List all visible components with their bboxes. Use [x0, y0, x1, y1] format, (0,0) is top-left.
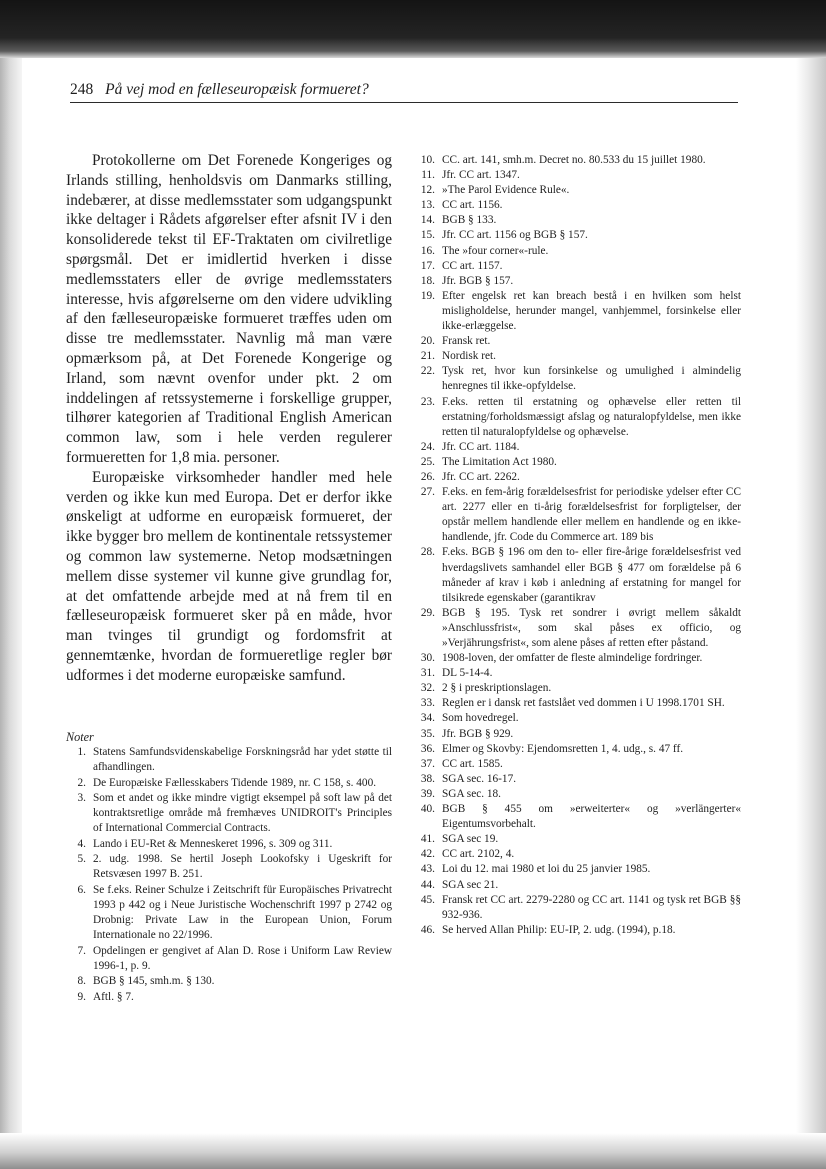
footnote-text: DL 5-14-4.: [442, 667, 493, 680]
footnote: [417, 153, 741, 168]
footnote: [417, 455, 741, 470]
footnote-number: 24.: [420, 440, 435, 453]
footnote-number: 11.: [421, 169, 435, 182]
footnote-number: 45.: [420, 893, 435, 906]
footnote-number: 17.: [420, 259, 435, 272]
footnote-text: CC. art. 141, smh.m. Decret no. 80.533 du 15 juillet 1980.: [442, 154, 706, 166]
footnote: [417, 545, 741, 605]
footnote-text: Reglen er i dansk ret fastslået ved dommen i U 1998.1701 SH.: [442, 697, 725, 710]
footnote-number: 12.: [420, 184, 435, 197]
footnote-number: 19.: [420, 289, 435, 302]
footnote-number: 6.: [77, 883, 86, 896]
footnote-text: SGA sec. 16-17.: [442, 772, 517, 785]
footnote: [417, 772, 741, 787]
footnote-text: SGA sec 21.: [442, 878, 499, 891]
page-number: 248: [70, 81, 94, 98]
footnote: [417, 923, 741, 938]
footnote-number: 33.: [420, 697, 435, 710]
footnote: [417, 259, 741, 274]
footnote-number: 23.: [420, 395, 435, 408]
footnote: [417, 334, 741, 349]
footnote-text: BGB § 145, smh.m. § 130.: [93, 975, 215, 988]
footnote: [417, 681, 741, 696]
footnote-text: Se f.eks. Reiner Schulze i Zeitschrift für Europäisches Privatrecht 1993 p 442 og i Neue Juristische Wochenschrift 1997 p 2742 og Drobnig: Private Law in the European Union, Forum Internationale no 22/1996.: [93, 883, 392, 942]
footnote-text: Fransk ret.: [442, 335, 491, 348]
footnote-number: 34.: [420, 712, 435, 725]
footnote: [417, 802, 741, 832]
footnote-text: Jfr. CC art. 1347.: [442, 169, 520, 182]
footnote: [417, 244, 741, 259]
footnote-text: Jfr. CC art. 2262.: [442, 470, 520, 483]
footnote-number: 41.: [420, 833, 435, 846]
footnote-number: 10.: [420, 154, 435, 166]
footnote-text: Jfr. CC art. 1156 og BGB § 157.: [442, 229, 588, 242]
body-paragraph: Europæiske virksomheder handler med hele verden og ikke kun med Europa. Det er derfor ikke ønskeligt at udforme en europæisk formueret, der ikke bygger bro mellem de kontinentale retssystemer og common law systemerne. Netop modsætningen mellem disse systemer vil kunne give grundlag for, at det omfattende arbejde med at nå frem til en fælleseuropæisk formueret sker på en måde, hvor man tvinges til grundigt og fordomsfrit at gennemtænke, hvordan de formueretlige regler bør udformes i det moderne europæiske samfund.: [66, 468, 392, 684]
body-paragraph: Protokollerne om Det Forenede Kongeriges og Irlands stilling, henholdsvis om Danmarks stilling, indebærer, at disse medlemsstater som udgangspunkt ikke deltager i Rådets afgørelser efter afsnit IV i den konsoliderede tekst til EF-Traktaten om civilretlige spørgsmål. Det er imidlertid hverken i disse medlemsstaters eller de øvrige medlemsstaters interesse, hvis afgørelserne om den videre udvikling af den fælleseuropæiske formueret træffes uden om disse tre medlemsstater. Navnlig må man være opmærksom på, at Det Forenede Kongerige og Irland, som nævnt ovenfor under pkt. 2 om inddelingen af retssystemerne i forskellige grupper, tilhører kategorien af Traditional English American common law, som i hele verden regulerer formueretten for 1,8 mia. personer.: [66, 152, 392, 466]
footnote-text: De Europæiske Fællesskabers Tidende 1989, nr. C 158, s. 400.: [93, 776, 377, 789]
footnote-text: Fransk ret CC art. 2279-2280 og CC art. 1141 og tysk ret BGB §§ 932-936.: [442, 893, 741, 921]
footnote: [417, 470, 741, 485]
footnote: [66, 852, 392, 883]
footnote-text: Jfr. CC art. 1184.: [442, 440, 520, 453]
footnote: [417, 440, 741, 455]
footnote-number: 38.: [420, 772, 435, 785]
footnote-number: 44.: [420, 878, 435, 891]
footnote-number: 37.: [420, 757, 435, 770]
footnote: [417, 228, 741, 243]
footnote-text: CC art. 1156.: [442, 199, 503, 212]
footnote-number: 1.: [77, 745, 86, 758]
footnote: [417, 727, 741, 742]
footnote-number: 36.: [420, 742, 435, 755]
scan-bottom-edge: [0, 1133, 826, 1169]
footnote-text: Som et andet og ikke mindre vigtigt eksempel på soft law på det kontraktsretlige område må fremhæves UNIDROIT's Principles of International Commercial Contracts.: [93, 791, 392, 835]
footnote: [66, 944, 392, 975]
footnote-number: 22.: [420, 365, 435, 378]
footnote-text: 2. udg. 1998. Se hertil Joseph Lookofsky i Ugeskrift for Retsvæsen 1997 B. 251.: [93, 853, 392, 881]
footnote-number: 43.: [420, 863, 435, 876]
footnote-number: 29.: [420, 606, 435, 619]
footnote-text: F.eks. retten til erstatning og ophævelse eller retten til erstatning/forholdsmæssigt afslag og naturalopfyldelse, men ikke retten til naturalopfyldelse og ophævelse.: [442, 395, 741, 438]
footnote-text: The »four corner«-rule.: [442, 244, 549, 257]
scan-right-edge: [796, 0, 826, 1169]
footnote-number: 30.: [420, 652, 435, 665]
notes-list-right: [417, 153, 741, 938]
footnote-text: F.eks. BGB § 196 om den to- eller fire-årige forældelsesfrist ved hverdagslivets samhandel eller BGB § 477 om forældelse på 6 måneder af krav i køb i anledning af erstatning for mangel for tilsikrede egenskaber (garantikrav: [442, 546, 741, 604]
footnote-text: Tysk ret, hvor kun forsinkelse og umulighed i almindelig henregnes til ikke-opfyldelse.: [442, 365, 741, 393]
footnote: [417, 485, 741, 545]
running-title: På vej mod en fælleseuropæisk formueret?: [105, 81, 369, 98]
footnote: [417, 274, 741, 289]
footnote: [417, 364, 741, 394]
footnote-number: 21.: [420, 350, 435, 363]
footnote-number: 26.: [420, 470, 435, 483]
footnote: [417, 878, 741, 893]
footnote: [417, 213, 741, 228]
footnote-text: Som hovedregel.: [442, 712, 519, 725]
footnote-text: »The Parol Evidence Rule«.: [442, 184, 570, 197]
footnote-text: The Limitation Act 1980.: [442, 455, 557, 468]
footnote: [417, 742, 741, 757]
footnote: [66, 791, 392, 837]
footnote-number: 15.: [420, 229, 435, 242]
notes-list-left: [66, 745, 392, 1005]
footnote-number: 40.: [420, 803, 435, 816]
footnote-number: 5.: [77, 853, 86, 865]
footnote-number: 31.: [420, 667, 435, 680]
footnote-number: 16.: [420, 244, 435, 257]
footnote-number: 27.: [420, 486, 435, 499]
footnote-number: 20.: [420, 335, 435, 348]
footnote-text: Statens Samfundsvidenskabelige Forskningsråd har ydet støtte til afhandlingen.: [93, 745, 392, 774]
footnote: [66, 745, 392, 776]
footnote-number: 3.: [77, 791, 86, 804]
footnote: [66, 990, 392, 1005]
footnote-text: Jfr. BGB § 157.: [442, 274, 514, 287]
notes-heading: Noter: [66, 729, 94, 744]
footnote: [417, 847, 741, 862]
footnote-text: Opdelingen er gengivet af Alan D. Rose i Uniform Law Review 1996-1, p. 9.: [93, 944, 392, 973]
footnote-text: BGB § 133.: [442, 214, 497, 227]
footnote-number: 35.: [420, 727, 435, 740]
footnote: [417, 787, 741, 802]
footnote: [417, 606, 741, 651]
footnote-text: 1908-loven, der omfatter de fleste almindelige fordringer.: [442, 652, 703, 665]
footnote-text: Aftl. § 7.: [93, 990, 134, 1003]
footnote-number: 18.: [420, 274, 435, 287]
footnote-number: 9.: [77, 990, 86, 1003]
footnote-text: Se herved Allan Philip: EU-IP, 2. udg. (1994), p.18.: [442, 923, 676, 936]
footnote: [66, 974, 392, 989]
footnote: [417, 862, 741, 877]
footnote-text: SGA sec 19.: [442, 833, 499, 846]
footnote-text: CC art. 1157.: [442, 259, 503, 272]
footnote-number: 39.: [420, 787, 435, 800]
footnote: [417, 832, 741, 847]
footnote-text: Loi du 12. mai 1980 et loi du 25 janvier 1985.: [442, 863, 651, 876]
footnote: [66, 837, 392, 852]
footnote-number: 7.: [77, 944, 86, 957]
footnote-text: Lando i EU-Ret & Menneskeret 1996, s. 309 og 311.: [93, 837, 333, 850]
footnote-number: 46.: [420, 923, 435, 936]
footnote-text: F.eks. en fem-årig forældelsesfrist for periodiske ydelser efter CC art. 2277 eller en ti-årig forældelsesfrist for forpligtelser, der opstår mellem handlende eller mellem en handlende og en ikke-handlende, jfr. Code du Commerce art. 189 bis: [442, 486, 741, 544]
footnote: [417, 198, 741, 213]
footnote-text: Jfr. BGB § 929.: [442, 727, 514, 740]
footnote: [417, 711, 741, 726]
footnote-text: Elmer og Skovby: Ejendomsretten 1, 4. udg., s. 47 ff.: [442, 742, 684, 755]
footnote-number: 42.: [420, 848, 435, 861]
footnote-number: 25.: [420, 455, 435, 468]
footnote: [66, 883, 392, 944]
footnote-text: Nordisk ret.: [442, 350, 496, 363]
footnote-text: CC art. 1585.: [442, 757, 503, 770]
footnote: [417, 395, 741, 440]
footnote: [417, 289, 741, 334]
footnote-number: 4.: [77, 837, 86, 850]
footnote: [417, 651, 741, 666]
left-column: [66, 151, 392, 1005]
footnote-text: SGA sec. 18.: [442, 787, 501, 800]
footnote-text: BGB § 195. Tysk ret sondrer i øvrigt mellem såkaldt »Anschlussfrist«, som skal påses ex officio, og »Verjährungsfrist«, som alene påses af retten efter påstand.: [442, 606, 741, 649]
footnote-text: CC art. 2102, 4.: [442, 848, 515, 861]
running-header: [70, 80, 738, 103]
footnote-text: BGB § 455 om »erweiterter« og »verlängerter« Eigentumsvorbehalt.: [442, 803, 741, 831]
footnote-number: 32.: [420, 682, 435, 695]
footnote-number: 13.: [420, 199, 435, 212]
scan-top-edge: [0, 0, 826, 58]
footnote-number: 28.: [420, 546, 435, 559]
footnote: [417, 666, 741, 681]
footnote: [417, 696, 741, 711]
footnote-number: 14.: [420, 214, 435, 227]
footnote-text: 2 § i preskriptionslagen.: [442, 682, 552, 695]
footnote-text: Efter engelsk ret kan breach bestå i en hvilken som helst misligholdelse, herunder mangel, vanhjemmel, forsinkelse eller ikke-erlæggelse.: [442, 289, 741, 333]
footnote: [417, 893, 741, 923]
right-column: [417, 153, 741, 938]
scan-left-edge: [0, 0, 22, 1169]
footnote: [417, 757, 741, 772]
footnote: [417, 183, 741, 198]
footnote-number: 2.: [77, 776, 86, 789]
footnote-number: 8.: [77, 975, 86, 988]
footnote: [417, 168, 741, 183]
body-text: [66, 151, 392, 686]
footnote: [66, 776, 392, 791]
footnote: [417, 349, 741, 364]
